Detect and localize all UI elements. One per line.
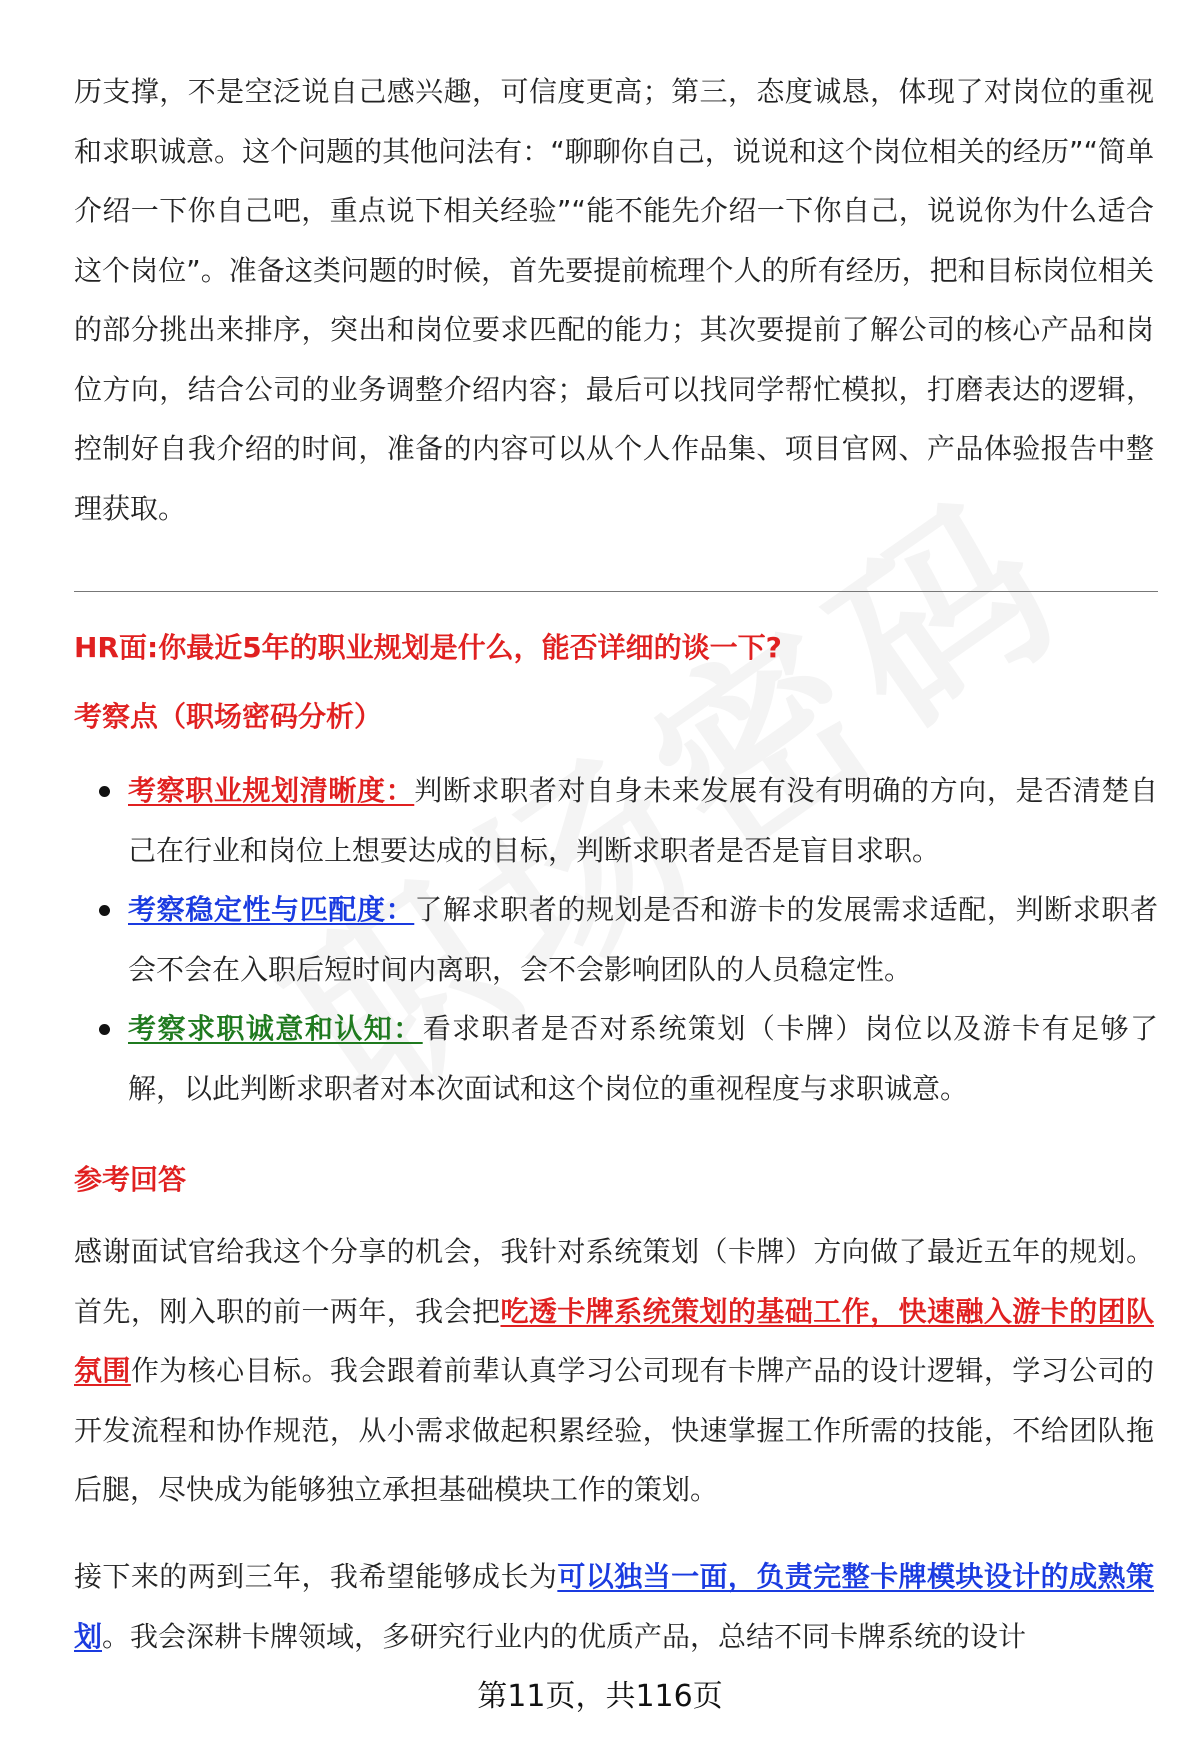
answer-paragraph-1 bbox=[74, 1222, 1154, 1520]
section-divider bbox=[74, 591, 1158, 592]
answer-text: 感谢面试官给我这个分享的机会，我针对系统策划（卡牌）方向做了最近五年的规划。首先，刚入职的前一两年，我会把 bbox=[74, 1235, 1154, 1328]
intro-paragraph: 历支撑，不是空泛说自己感兴趣，可信度更高；第三，态度诚恳，体现了对岗位的重视和求职诚意。这个问题的其他问法有：“聊聊你自己，说说和这个岗位相关的经历”“简单介绍一下你自己吧，重点说下相关经验”“能不能先介绍一下你自己，说说你为什么适合这个岗位”。准备这类问题的时候，首先要提前梳理个人的所有经历，把和目标岗位相关的部分挑出来排序，突出和岗位要求匹配的能力；其次要提前了解公司的核心产品和岗位方向，结合公司的业务调整介绍内容；最后可以找同学帮忙模拟，打磨表达的逻辑，控制好自我介绍的时间，准备的内容可以从个人作品集、项目官网、产品体验报告中整理获取。 bbox=[74, 75, 1154, 525]
answer-text: 接下来的两到三年，我希望能够成长为 bbox=[74, 1560, 558, 1593]
page-footer: 第11页，共116页 bbox=[477, 1679, 723, 1714]
answer-paragraph-1-block bbox=[74, 1222, 1154, 1520]
analysis-points-list bbox=[74, 761, 1158, 1118]
question-heading: HR面:你最近5年的职业规划是什么，能否详细的谈一下? bbox=[74, 631, 782, 664]
list-item bbox=[74, 999, 1158, 1118]
answer-emphasis: 吃透卡牌系统策划的基础工作，快速融入游卡的团队氛围 bbox=[74, 1294, 1154, 1387]
answer-heading: 参考回答 bbox=[74, 1163, 187, 1196]
list-item bbox=[74, 880, 1158, 999]
point-text: 看求职者是否对系统策划（卡牌）岗位以及游卡有足够了解，以此判断求职者对本次面试和这个岗位的重视程度与求职诚意。 bbox=[128, 1012, 1158, 1105]
point-label: 考察求职诚意和认知： bbox=[128, 1012, 423, 1045]
answer-text: 。我会深耕卡牌领域，多研究行业内的优质产品，总结不同卡牌系统的设计 bbox=[102, 1619, 1027, 1653]
bullet-icon bbox=[99, 786, 110, 797]
answer-paragraph-2 bbox=[74, 1547, 1154, 1666]
analysis-heading: 考察点（职场密码分析） bbox=[74, 700, 383, 733]
answer-emphasis: 可以独当一面，负责完整卡牌模块设计的成熟策划 bbox=[74, 1560, 1154, 1653]
intro-paragraph-block bbox=[74, 62, 1154, 538]
list-item bbox=[74, 761, 1158, 880]
point-text: 判断求职者对自身未来发展有没有明确的方向，是否清楚自己在行业和岗位上想要达成的目标，判断求职者是否是盲目求职。 bbox=[128, 774, 1158, 867]
point-label: 考察稳定性与匹配度： bbox=[128, 893, 415, 926]
answer-text: 作为核心目标。我会跟着前辈认真学习公司现有卡牌产品的设计逻辑，学习公司的开发流程和协作规范，从小需求做起积累经验，快速掌握工作所需的技能，不给团队拖后腿，尽快成为能够独立承担基础模块工作的策划。 bbox=[74, 1354, 1154, 1506]
bullet-icon bbox=[99, 905, 110, 916]
point-text: 了解求职者的规划是否和游卡的发展需求适配，判断求职者会不会在入职后短时间内离职，会不会影响团队的人员稳定性。 bbox=[128, 893, 1158, 986]
answer-paragraph-2-block bbox=[74, 1547, 1154, 1666]
point-label: 考察职业规划清晰度： bbox=[128, 774, 415, 807]
bullet-icon bbox=[99, 1024, 110, 1035]
